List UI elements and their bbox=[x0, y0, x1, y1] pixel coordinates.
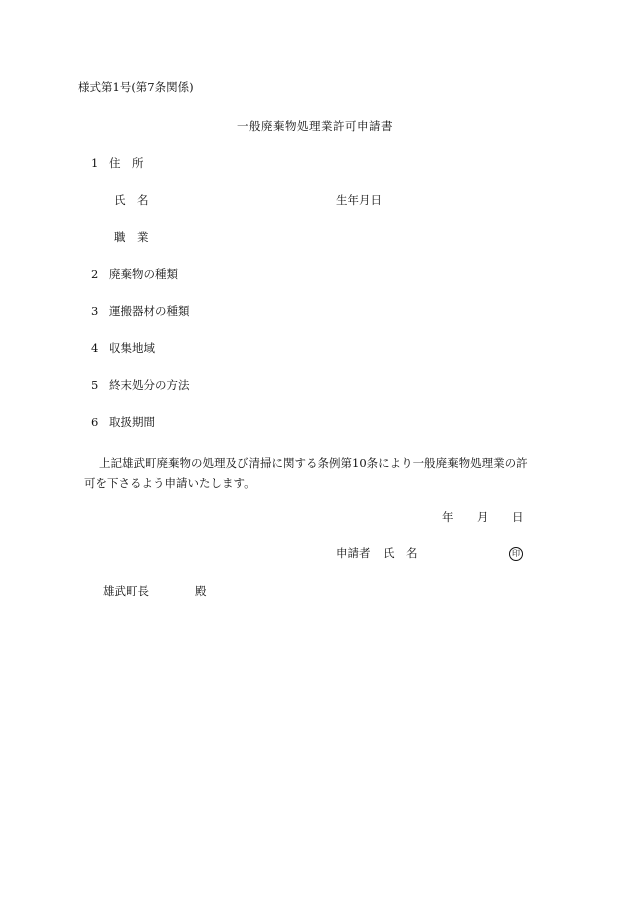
item-number: 6 bbox=[91, 415, 99, 429]
item-occupation: 職 業 bbox=[114, 230, 149, 244]
applicant-name-label: 氏 名 bbox=[383, 546, 418, 560]
item-number: 4 bbox=[91, 341, 99, 355]
item-equipment bbox=[91, 304, 190, 318]
applicant-label: 申請者 bbox=[336, 546, 371, 560]
item-label: 住 所 bbox=[109, 156, 144, 170]
item-waste-type bbox=[91, 267, 178, 281]
item-label: 廃棄物の種類 bbox=[109, 267, 178, 281]
item-label: 取扱期間 bbox=[109, 415, 155, 429]
item-number: 1 bbox=[91, 156, 99, 170]
item-period bbox=[91, 415, 155, 429]
item-label: 収集地域 bbox=[109, 341, 155, 355]
date-day-label: 日 bbox=[512, 510, 524, 524]
item-number: 5 bbox=[91, 378, 99, 392]
document-title: 一般廃棄物処理業許可申請書 bbox=[237, 119, 393, 133]
item-birth-date: 生年月日 bbox=[336, 193, 382, 207]
seal-mark bbox=[509, 545, 523, 561]
item-address bbox=[91, 156, 144, 170]
form-number: 様式第1号(第7条関係) bbox=[78, 80, 194, 94]
addressee-name: 雄武町長 bbox=[103, 584, 149, 598]
item-area bbox=[91, 341, 155, 355]
item-disposal bbox=[91, 378, 190, 392]
item-number: 2 bbox=[91, 267, 99, 281]
application-statement: 上記雄武町廃棄物の処理及び清掃に関する条例第10条により一般廃棄物処理業の許可を下さるよう申請いたします。 bbox=[84, 456, 528, 490]
date-month-label: 月 bbox=[477, 510, 489, 524]
seal-circle: 印 bbox=[509, 547, 523, 561]
item-label: 終末処分の方法 bbox=[109, 378, 190, 392]
item-label: 運搬器材の種類 bbox=[109, 304, 190, 318]
item-number: 3 bbox=[91, 304, 99, 318]
date-year-label: 年 bbox=[442, 510, 454, 524]
item-name: 氏 名 bbox=[114, 193, 149, 207]
addressee-honorific: 殿 bbox=[195, 584, 207, 598]
